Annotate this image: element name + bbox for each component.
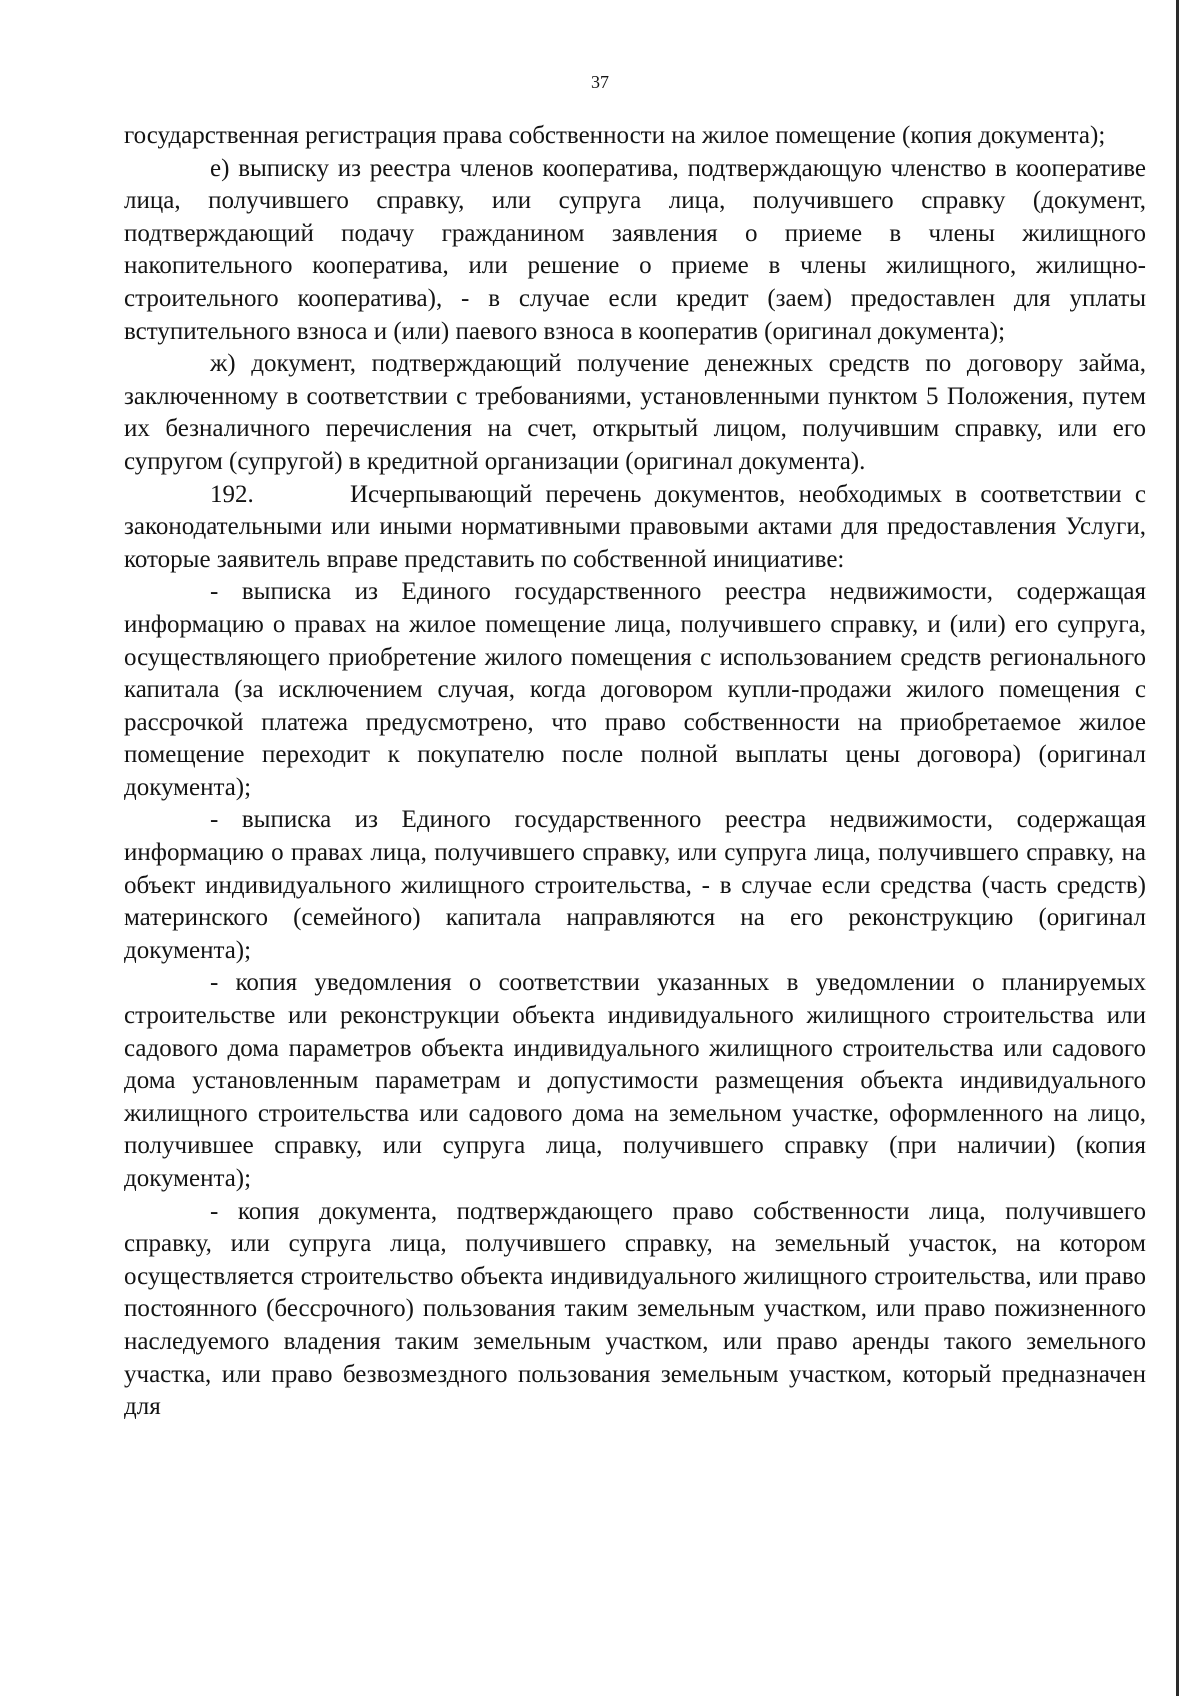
- paragraph-registration-continuation: государственная регистрация права собственности на жилое помещение (копия документа);: [124, 122, 1106, 149]
- paragraph-item-192: [124, 479, 1146, 577]
- page-number: 37: [591, 72, 609, 92]
- paragraph-item-e: е) выписку из реестра членов кооператива, подтверждающую членство в кооперативе лица, получившего справку, или супруга лица, получившего справку (документ, подтверждающий подачу гражданином заявления о приеме в члены жилищного накопительного кооператива, или решение о приеме в члены жилищного, жилищно-строительного кооператива), - в случае если кредит (заем) предоставлен для уплаты вступительного взноса и (или) паевого взноса в кооператив (оригинал документа);: [124, 154, 1146, 345]
- item-192-text: Исчерпывающий перечень документов, необходимых в соответствии с законодательными или иными нормативными правовыми актами для предоставления Услуги, которые заявитель вправе представить по собственной инициативе:: [124, 480, 1146, 573]
- paragraph-egrn-extract-housing: - выписка из Единого государственного реестра недвижимости, содержащая информацию о правах на жилое помещение лица, получившего справку, и (или) его супруга, осуществляющего приобретение жилого помещения с использованием средств регионального капитала (за исключением случая, когда договором купли-продажи жилого помещения с рассрочкой платежа предусмотрено, что право собственности на приобретаемое жилое помещение переходит к покупателю после полной выплаты цены договора) (оригинал документа);: [124, 578, 1146, 801]
- paragraph-egrn-extract-izhs: - выписка из Единого государственного реестра недвижимости, содержащая информацию о правах лица, получившего справку, или супруга лица, получившего справку, на объект индивидуального жилищного строительства, - в случае если средства (часть средств) материнского (семейного) капитала направляются на его реконструкцию (оригинал документа);: [124, 806, 1146, 964]
- item-192-number: 192.: [210, 480, 254, 508]
- scan-edge-line: [1176, 0, 1179, 1696]
- paragraph-item-zh: ж) документ, подтверждающий получение денежных средств по договору займа, заключенному в соответствии с требованиями, установленными пунктом 5 Положения, путем их безналичного перечисления на счет, открытый лицом, получившим справку, или его супругом (супругой) в кредитной организации (оригинал документа).: [124, 350, 1146, 475]
- document-body: [124, 120, 1146, 1424]
- paragraph-notification-copy: - копия уведомления о соответствии указанных в уведомлении о планируемых строительстве или реконструкции объекта индивидуального жилищного строительства или садового дома параметров объекта индивидуального жилищного строительства или садового дома установленным параметрам и допустимости размещения объекта индивидуального жилищного строительства или садового дома на земельном участке, оформленного на лицо, получившее справку, или супруга лица, получившего справку (при наличии) (копия документа);: [124, 969, 1146, 1192]
- paragraph-land-rights-copy: - копия документа, подтверждающего право собственности лица, получившего справку, или супруга лица, получившего справку, на земельный участок, на котором осуществляется строительство объекта индивидуального жилищного строительства, или право постоянного (бессрочного) пользования таким земельным участком, или право пожизненного наследуемого владения таким земельным участком, или право аренды такого земельного участка, или право безвозмездного пользования земельным участком, который предназначен для: [124, 1197, 1146, 1421]
